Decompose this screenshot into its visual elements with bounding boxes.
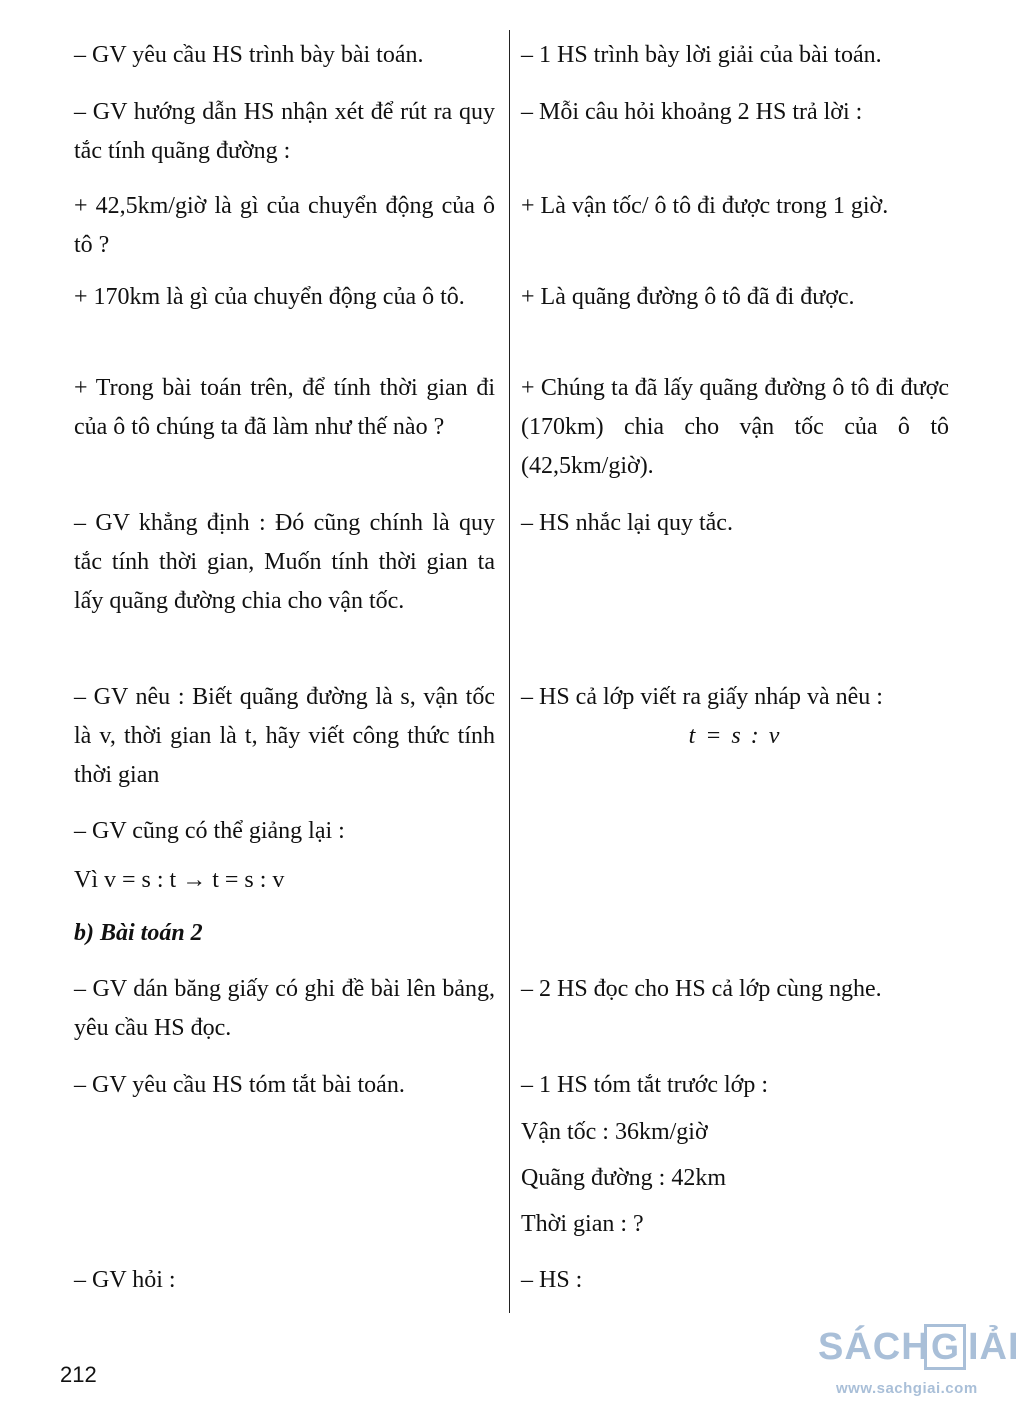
section-heading: b) Bài toán 2: [74, 920, 203, 946]
time-formula: t = s : v: [688, 723, 782, 749]
column-divider: [509, 30, 510, 1313]
teacher-activity: + 42,5km/giờ là gì của chuyển động của ô tô ?: [74, 193, 495, 258]
teacher-activity: – GV yêu cầu HS tóm tắt bài toán.: [74, 1072, 405, 1098]
teacher-activity: – GV hướng dẫn HS nhận xét để rút ra quy tắc tính quãng đường :: [74, 99, 495, 164]
teacher-activity: – GV dán băng giấy có ghi đề bài lên bảng, yêu cầu HS đọc.: [74, 976, 495, 1041]
student-activity: – 1 HS tóm tắt trước lớp :: [521, 1072, 769, 1098]
teacher-activity: + 170km là gì của chuyển động của ô tô.: [74, 284, 465, 310]
student-activity: – Mỗi câu hỏi khoảng 2 HS trả lời :: [521, 99, 863, 125]
student-activity: + Chúng ta đã lấy quãng đường ô tô đi được (170km) chia cho vận tốc của ô tô (42,5km/giờ).: [521, 375, 949, 479]
student-activity: – HS :: [521, 1267, 583, 1293]
teacher-activity: – GV cũng có thể giảng lại :: [74, 818, 345, 844]
student-activity-text: – HS cả lớp viết ra giấy nháp và nêu :: [521, 684, 883, 710]
student-activity: [521, 678, 949, 756]
watermark-url: www.sachgiai.com: [836, 1380, 978, 1397]
teacher-activity: – GV nêu : Biết quãng đường là s, vận tốc là v, thời gian là t, hãy viết công thức tính thời gian: [74, 684, 495, 788]
watermark-brand-box: G: [924, 1324, 966, 1370]
page-number: 212: [60, 1362, 97, 1387]
watermark-brand-left: SÁCH: [818, 1326, 930, 1368]
teacher-activity: + Trong bài toán trên, để tính thời gian đi của ô tô chúng ta đã làm như thế nào ?: [74, 375, 495, 440]
student-activity: – 1 HS trình bày lời giải của bài toán.: [521, 42, 882, 68]
student-activity: Quãng đường : 42km: [521, 1165, 727, 1191]
watermark-brand-right: IẢI: [968, 1326, 1020, 1368]
teacher-activity: – GV khẳng định : Đó cũng chính là quy tắc tính thời gian, Muốn tính thời gian ta lấy quãng đường chia cho vận tốc.: [74, 510, 495, 614]
student-activity: + Là vận tốc/ ô tô đi được trong 1 giờ.: [521, 193, 889, 219]
teacher-activity: Vì v = s : t → t = s : v: [74, 867, 285, 893]
watermark-logo: [818, 1326, 1024, 1406]
teacher-activity: – GV hỏi :: [74, 1267, 176, 1293]
teacher-activity: – GV yêu cầu HS trình bày bài toán.: [74, 42, 424, 68]
student-activity: – HS nhắc lại quy tắc.: [521, 510, 733, 536]
student-activity: – 2 HS đọc cho HS cả lớp cùng nghe.: [521, 976, 882, 1002]
student-activity: Thời gian : ?: [521, 1211, 644, 1237]
student-activity: Vận tốc : 36km/giờ: [521, 1119, 708, 1145]
student-activity: + Là quãng đường ô tô đã đi được.: [521, 284, 855, 310]
